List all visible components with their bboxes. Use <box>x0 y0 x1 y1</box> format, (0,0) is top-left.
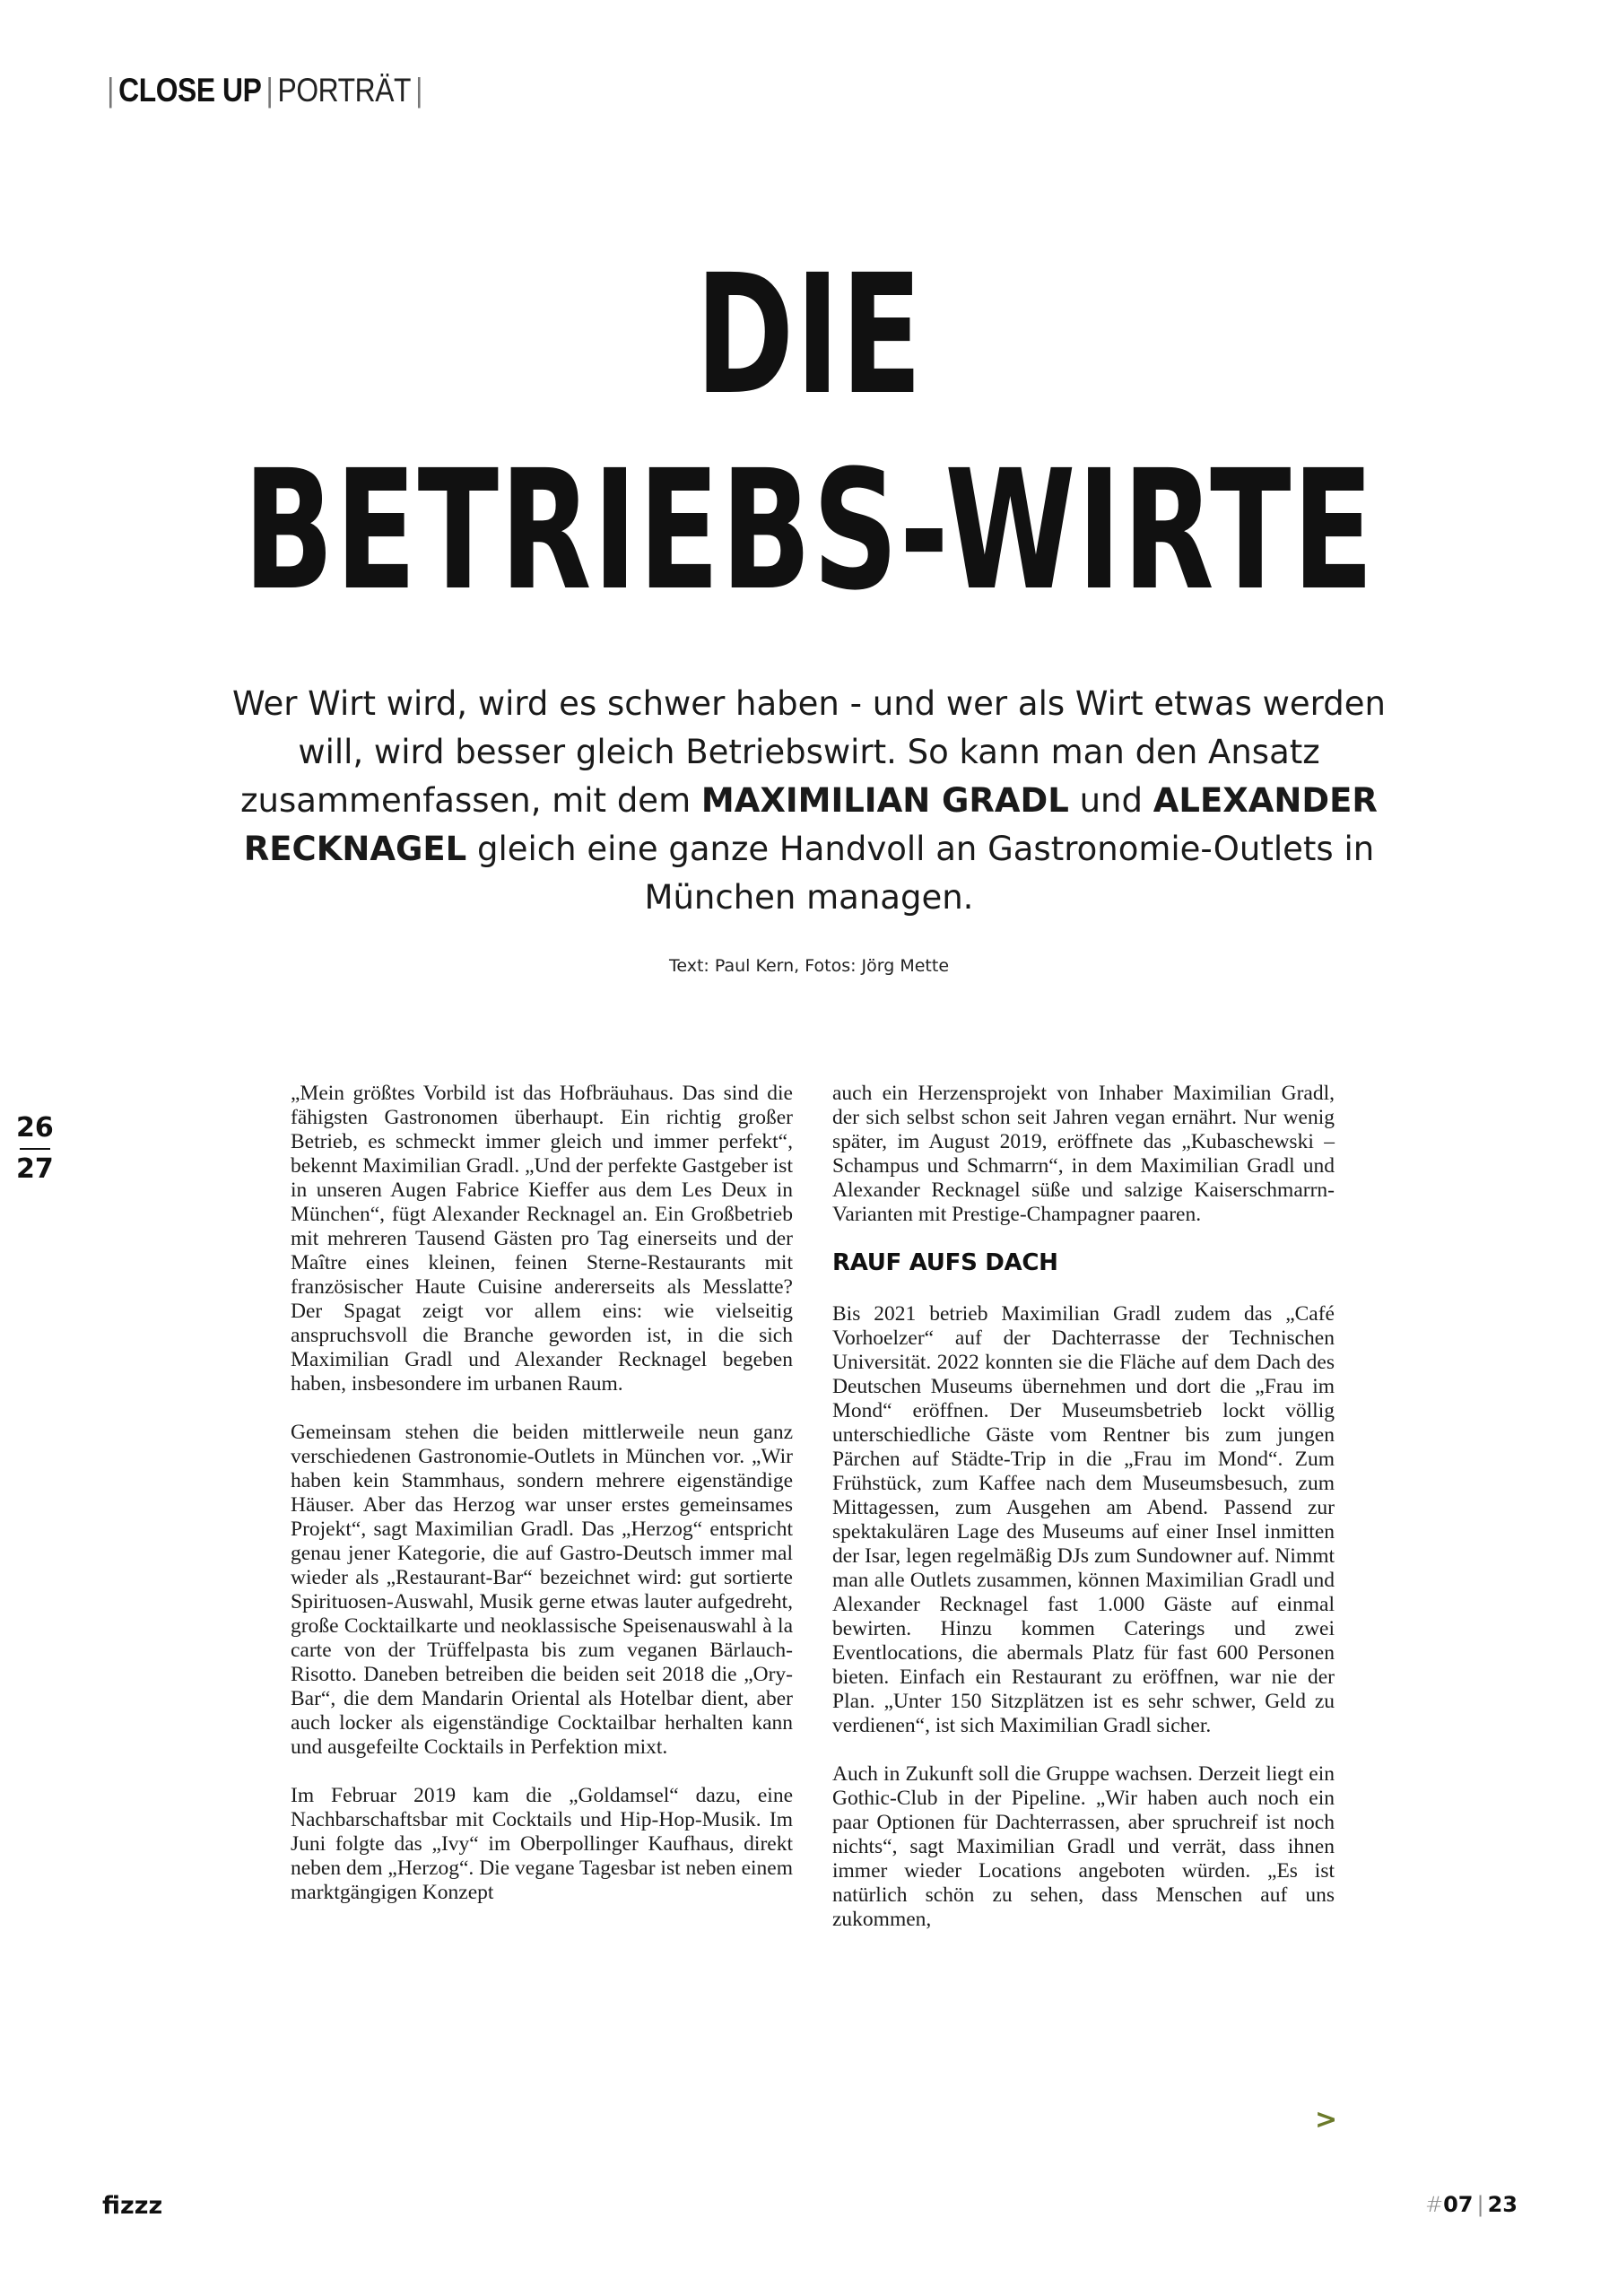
photo-text-credit: Text: Paul Kern, Fotos: Jörg Mette <box>668 956 950 976</box>
article-column-2 <box>832 1082 1335 1956</box>
subsection-name: PORTRÄT <box>277 72 412 109</box>
article-column-1 <box>291 1082 793 1929</box>
paragraph: Gemeinsam stehen die beiden mittlerweile neun ganz verschiedenen Gastronomie-Outlets in München vor. „Wir haben kein Stammhaus, sondern mehrere eigenständige Häuser. Aber das Herzog war unser erstes gemeinsames Projekt“, sagt Maximilian Gradl. Das „Herzog“ entspricht genau jener Kategorie, die auf Gastro-Deutsch immer mal wieder als „Restaurant-Bar“ bezeichnet wird: gut sortierte Spirituosen-Auswahl, Musik gerne etwas lauter aufgedreht, große Cocktailkarte und neoklassische Speisenauswahl à la carte von der Trüffelpasta bis zum veganen Bärlauch-Risotto. Daneben betreiben die beiden seit 2018 die „Ory-Bar“, die dem Mandarin Oriental als Hotelbar dient, aber auch locker als eigenständige Cocktailbar herhalten kann und ausgefeilte Cocktails in Perfektion mixt. <box>291 1421 793 1759</box>
paragraph: auch ein Herzensprojekt von Inhaber Maximilian Gradl, der sich selbst schon seit Jahren vegan ernährt. Nur wenig später, im August 2019, eröffnete das „Kubaschewski – Schampus und Schmarrn“, in dem Maximilian Gradl und Alexander Recknagel süße und salzige Kaiserschmarrn-Varianten mit Prestige-Champagner paaren. <box>832 1082 1335 1226</box>
headline-line-1: DIE <box>694 239 924 431</box>
page-number-divider <box>20 1148 50 1150</box>
lead-paragraph: Wer Wirt wird, wird es schwer haben - und wer als Wirt etwas werden will, wird besser gleich Betriebswirt. So kann man den Ansatz zusammenfassen, mit dem MAXIMILIAN GRADL und ALEXANDER RECKNAGEL gleich eine ganze Handvoll an Gastronomie-Outlets in München managen. <box>232 684 1386 917</box>
paragraph: Im Februar 2019 kam die „Goldamsel“ dazu, eine Nachbarschaftsbar mit Cocktails und Hip-Hop-Musik. Im Juni folgte das „Ivy“ im Oberpollinger Kaufhaus, direkt neben dem „Herzog“. Die vegane Tagesbar ist neben einem marktgängigen Konzept <box>291 1784 793 1904</box>
issue-number: #07 | 23 <box>1424 2192 1518 2217</box>
section-name: CLOSE UP <box>118 72 262 109</box>
headline-line-2: BETRIEBS-WIRTE <box>243 435 1375 627</box>
paragraph: Auch in Zukunft soll die Gruppe wachsen. Derzeit liegt ein Gothic-Club in der Pipeline. „Wir haben auch noch ein paar Optionen für Dachterrassen, aber spruchreif ist noch nichts“, sagt Maximilian Gradl und verrät, dass ihnen immer wieder Locations angeboten würden. „Es ist natürlich schön zu sehen, dass Menschen auf uns zukommen, <box>832 1762 1335 1931</box>
paragraph: „Mein größtes Vorbild ist das Hofbräuhaus. Das sind die fähigsten Gastronomen überhaupt. Ein richtig großer Betrieb, es schmeckt immer gleich und immer perfekt“, bekennt Maximilian Gradl. „Und der perfekte Gastgeber ist in unseren Augen Fabrice Kieffer aus dem Les Deux in München“, fügt Alexander Recknagel an. Ein Großbetrieb mit mehreren Tausend Gästen pro Tag einerseits und der Maître eines kleinen, feinen Sterne-Restaurants mit französischer Haute Cuisine andererseits als Messlatte? Der Spagat zeigt vor allem eins: wie vielseitig anspruchsvoll die Branche geworden ist, in die sich Maximilian Gradl und Alexander Recknagel begeben haben, insbesondere im urbanen Raum. <box>291 1082 793 1396</box>
lead-name-2: ALEXANDER RECKNAGEL <box>243 781 1378 868</box>
page-numbers <box>16 1112 54 1186</box>
subheading: RAUF AUFS DACH <box>832 1249 1058 1276</box>
continue-arrow-icon: > <box>1315 2104 1338 2135</box>
page-number-right: 27 <box>16 1153 54 1185</box>
lead-name-1: MAXIMILIAN GRADL <box>700 781 1069 820</box>
magazine-brand: fizzz <box>102 2192 163 2220</box>
paragraph: Bis 2021 betrieb Maximilian Gradl zudem das „Café Vorhoelzer“ auf der Dachterrasse der Technischen Universität. 2022 konnten sie die Fläche auf dem Dach des Deutschen Museums übernehmen und dort die „Frau im Mond“ eröffnen. Der Museumsbetrieb lockt völlig unterschiedliche Gäste vom Rentner bis zum jungen Pärchen auf Städte-Trip in die „Frau im Mond“. Zum Frühstück, zum Kaffee nach dem Museumsbesuch, zum Mittagessen, zum Ausgehen am Abend. Passend zur spektakulären Lage des Museums auf einer Insel inmitten der Isar, legen regelmäßig DJs zum Sundowner auf. Nimmt man alle Outlets zusammen, können Maximilian Gradl und Alexander Recknagel fast 1.000 Gäste auf einmal bewirten. Hinzu kommen Caterings und zwei Eventlocations, die abermals Platz für fast 600 Personen bieten. Einfach ein Restaurant zu eröffnen, war nie der Plan. „Unter 150 Sitzplätzen ist es sehr schwer, Geld zu verdienen“, ist sich Maximilian Gradl sicher. <box>832 1302 1335 1737</box>
section-label: | CLOSE UP | PORTRÄT | <box>107 72 423 109</box>
page-number-left: 26 <box>16 1112 54 1144</box>
